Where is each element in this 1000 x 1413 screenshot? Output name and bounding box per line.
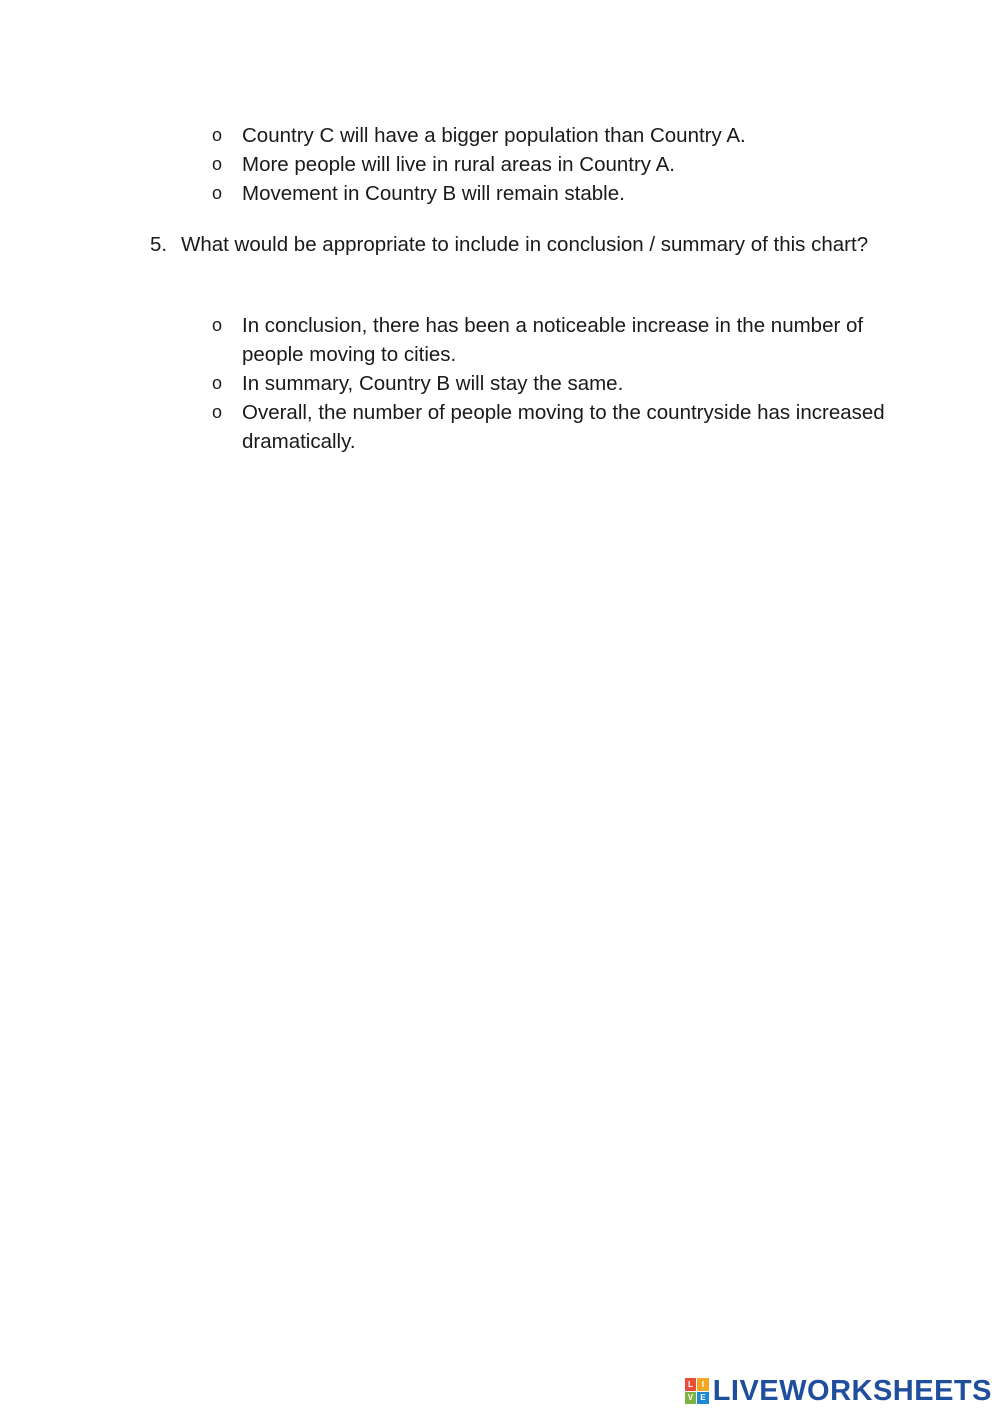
bullet-circle-icon: o: [212, 315, 223, 335]
option-text: Movement in Country B will remain stable.: [242, 182, 625, 205]
previous-question-options: [212, 121, 892, 208]
option-text: More people will live in rural areas in Country A.: [242, 153, 675, 176]
question-5: [150, 230, 880, 259]
logo-mark-letter: V: [685, 1392, 697, 1405]
option-item: [212, 369, 892, 398]
logo-text: LIVEWORKSHEETS: [712, 1374, 992, 1407]
option-item: [212, 150, 892, 179]
bullet-circle-icon: o: [212, 402, 223, 422]
question-text: What would be appropriate to include in conclusion / summary of this chart?: [181, 233, 869, 256]
option-text: Country C will have a bigger population than Country A.: [242, 124, 746, 147]
option-item: [212, 121, 892, 150]
logo-mark-letter: L: [685, 1378, 697, 1391]
bullet-circle-icon: o: [212, 183, 223, 203]
option-text: Overall, the number of people moving to the countryside has increased dramatically.: [242, 401, 885, 453]
logo-mark-letter: E: [697, 1392, 709, 1405]
bullet-circle-icon: o: [212, 373, 223, 393]
liveworksheets-logo-icon: [685, 1378, 709, 1404]
liveworksheets-logo: [685, 1373, 992, 1409]
question-number: 5.: [150, 233, 168, 256]
option-item: [212, 398, 892, 456]
option-item: [212, 311, 892, 369]
question-5-options: [212, 311, 892, 456]
option-item: [212, 179, 892, 208]
logo-mark-letter: I: [697, 1378, 709, 1391]
option-text: In conclusion, there has been a noticeable increase in the number of people moving to cities.: [242, 314, 864, 366]
bullet-circle-icon: o: [212, 125, 223, 145]
bullet-circle-icon: o: [212, 154, 223, 174]
option-text: In summary, Country B will stay the same.: [242, 372, 624, 395]
